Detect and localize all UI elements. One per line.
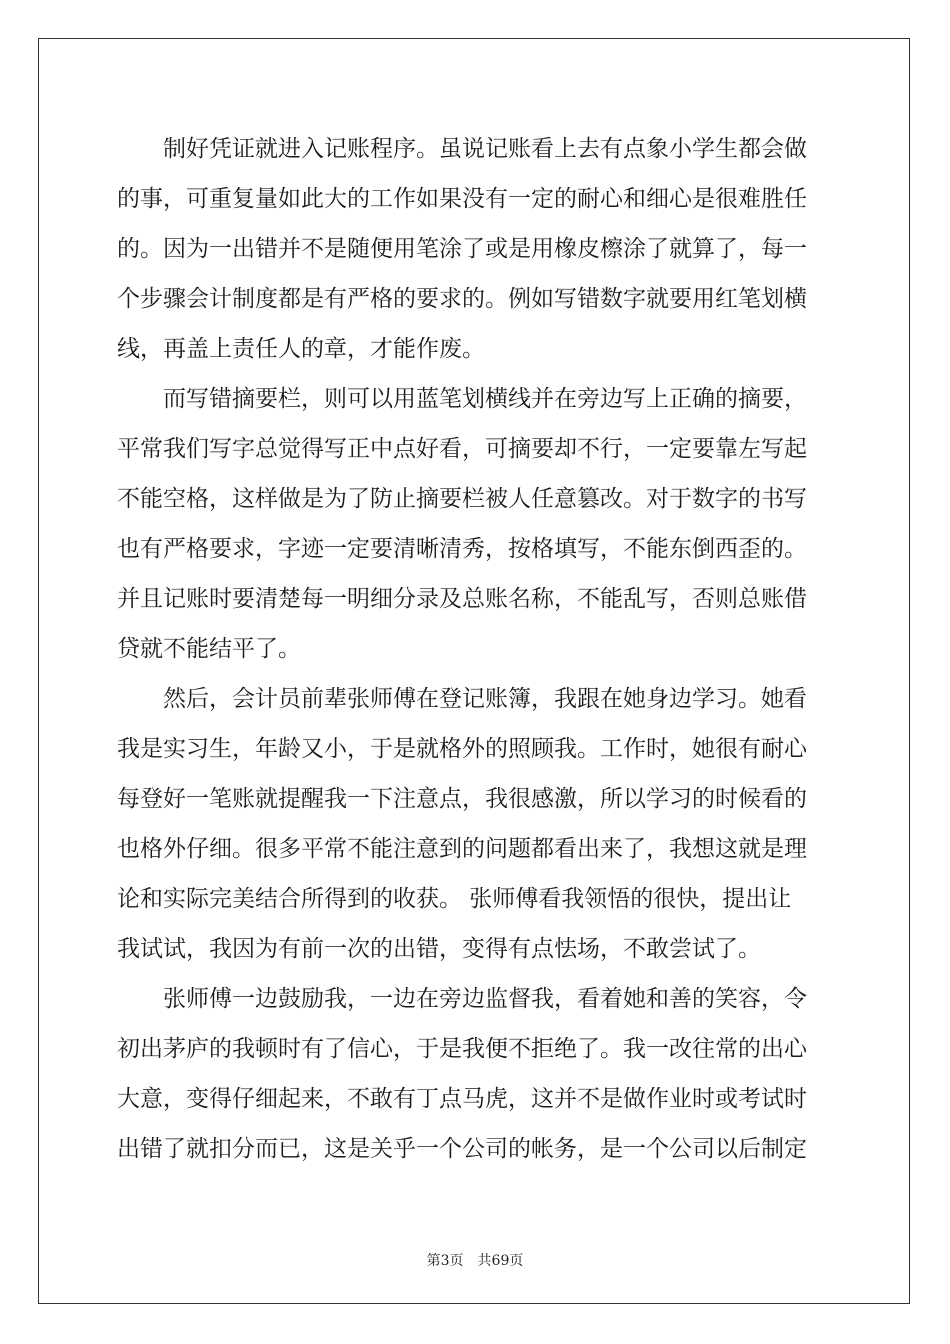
text-line: 平常我们写字总觉得写正中点好看，可摘要却不行，一定要靠左写起 xyxy=(117,436,807,462)
page-total: 共69页 xyxy=(477,1253,524,1269)
text-line: 出错了就扣分而已，这是关乎一个公司的帐务，是一个公司以后制定 xyxy=(117,1136,807,1162)
text-line: 线，再盖上责任人的章，才能作废。 xyxy=(117,336,485,362)
page-number: 第3页 xyxy=(426,1253,464,1269)
text-line: 并且记账时要清楚每一明细分录及总账名称，不能乱写，否则总账借 xyxy=(117,586,807,612)
text-line: 个步骤会计制度都是有严格的要求的。例如写错数字就要用红笔划横 xyxy=(117,286,807,312)
page-footer xyxy=(0,1250,950,1270)
text-line: 大意，变得仔细起来，不敢有丁点马虎，这并不是做作业时或考试时 xyxy=(117,1086,807,1112)
text-line: 的。因为一出错并不是随便用笔涂了或是用橡皮檫涂了就算了，每一 xyxy=(117,236,807,262)
text-line: 我试试，我因为有前一次的出错，变得有点怯场，不敢尝试了。 xyxy=(117,936,761,962)
text-line: 的事，可重复量如此大的工作如果没有一定的耐心和细心是很难胜任 xyxy=(117,186,807,212)
text-line: 论和实际完美结合所得到的收获。 张师傅看我领悟的很快，提出让 xyxy=(117,886,792,912)
text-line: 张师傅一边鼓励我，一边在旁边监督我，看着她和善的笑容，令 xyxy=(117,986,807,1012)
text-line: 制好凭证就进入记账程序。虽说记账看上去有点象小学生都会做 xyxy=(117,136,807,162)
text-line: 不能空格，这样做是为了防止摘要栏被人任意篡改。对于数字的书写 xyxy=(117,486,807,512)
text-line: 初出茅庐的我顿时有了信心，于是我便不拒绝了。我一改往常的出心 xyxy=(117,1036,807,1062)
document-body xyxy=(117,124,833,1174)
text-line: 也有严格要求，字迹一定要清晰清秀，按格填写，不能东倒西歪的。 xyxy=(117,536,807,562)
text-line: 而写错摘要栏，则可以用蓝笔划横线并在旁边写上正确的摘要， xyxy=(117,386,807,412)
text-line: 我是实习生，年龄又小，于是就格外的照顾我。工作时，她很有耐心 xyxy=(117,736,807,762)
text-line: 贷就不能结平了。 xyxy=(117,636,301,662)
text-line: 也格外仔细。很多平常不能注意到的问题都看出来了，我想这就是理 xyxy=(117,836,807,862)
text-line: 每登好一笔账就提醒我一下注意点，我很感激，所以学习的时候看的 xyxy=(117,786,807,812)
text-line: 然后，会计员前辈张师傅在登记账簿，我跟在她身边学习。她看 xyxy=(117,686,807,712)
